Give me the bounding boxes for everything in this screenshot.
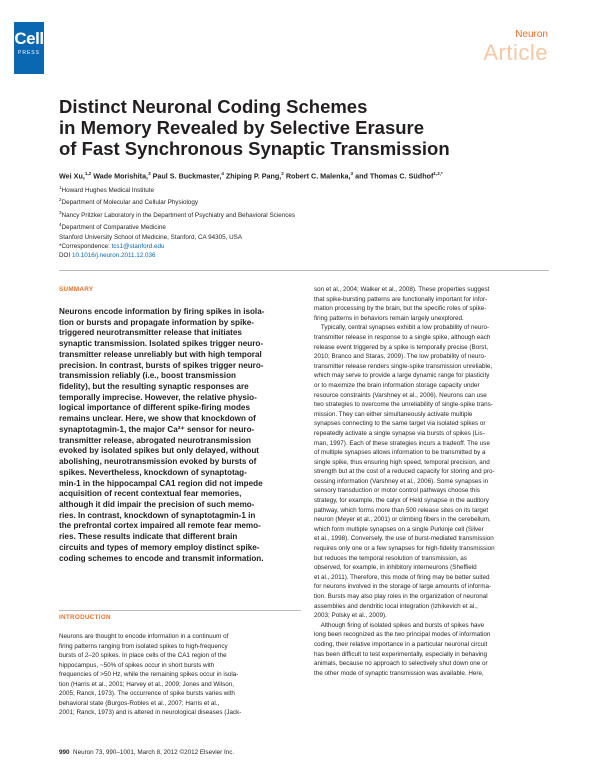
page-number: 990 [59, 749, 70, 756]
summary-line: min-1 in the hippocampal CA1 region did not impede [59, 478, 263, 488]
intro-line: firing patterns ranging from isolated spikes to high-frequency [59, 642, 228, 650]
doi-line: DOI 10.1016/j.neuron.2011.12.036 [59, 252, 156, 260]
author-affil-sup: 3 [148, 171, 151, 176]
page-footer [59, 749, 234, 756]
affiliation-line: $^1$Howard Hughes Medical Institute [59, 185, 154, 195]
logo-main-text: Cell [14, 29, 44, 48]
author-name: Wade Morishita, [91, 171, 149, 181]
intro-line: hippocampus, ~50% of spikes occur in short bursts with [59, 661, 215, 669]
summary-line: evoked by isolated spikes but only delayed, without [59, 446, 260, 456]
affiliations [59, 183, 295, 260]
intro-line: behavioral state (Burgos-Robles et al., 2007; Harris et al., [59, 699, 220, 707]
body-line: firing patterns in behaviors remain largely unexplored. [314, 314, 464, 322]
author-name: and Thomas C. Südhof [353, 171, 434, 181]
body-line: coding, their relative importance in a particular neuronal circuit [314, 640, 488, 648]
article-type: Article [483, 40, 548, 65]
body-line: strategy, for example, the calyx of Held synapse in the auditory [314, 497, 489, 505]
affiliation-line: $^2$Department of Molecular and Cellular Physiology [59, 197, 199, 207]
body-line: requires only one or a few synapses for high-fidelity transmission [314, 545, 495, 553]
intro-line: frequencies of >50 Hz, while the remaining spikes occur in isola- [59, 671, 239, 679]
body-line: of multiple synapses allows information to be transmitted by a [314, 449, 486, 457]
body-line: sensory transduction or motor control pathways choose this [314, 487, 480, 495]
journal-citation: Neuron 73, 990–1001, March 8, 2012 ©2012 Elsevier Inc. [73, 749, 235, 756]
body-line: assemblies and dendritic local integration (Izhikevich et al., [314, 602, 478, 610]
body-line: repeatedly activate a single synapse via bursts of spikes (Lis- [314, 429, 485, 437]
right-column-text [314, 285, 550, 678]
body-line: son et al., 2004; Walker et al., 2008). These properties suggest [314, 286, 490, 293]
body-line: which may serve to provide a large dynamic range for plasticity [314, 372, 490, 380]
intro-line: tion (Harris et al., 2001; Harvey et al., 2009; Jones and Wilson, [59, 680, 235, 688]
body-line: animals, because no approach to selectively shut down one or [314, 660, 488, 668]
summary-line: precision. In contrast, bursts of spikes trigger neuro- [59, 360, 264, 370]
summary-line: ries. In contrast, knockdown of synaptotagmin-1 in [59, 510, 256, 520]
summary-line: spikes. Nevertheless, knockdown of synaptotag- [59, 467, 247, 477]
body-line: et al., 2011). Therefore, this mode of firing may be better suited [314, 573, 490, 581]
author-affil-sup: 2 [281, 171, 284, 176]
cell-press-logo [14, 22, 44, 74]
body-line: the other mode of synaptic transmission was available. Here, [314, 669, 484, 677]
summary-line: fidelity), but the resulting synaptic responses are [59, 382, 249, 392]
summary-line: remains unclear. Here, we show that knockdown of [59, 414, 256, 424]
body-line: transmitter release renders single-spike transmission unreliable, [314, 362, 493, 370]
author-name: Zhiping P. Pang, [223, 171, 282, 181]
body-line: that spike-bursting patterns are functionally important for infor- [314, 295, 488, 303]
body-line: resource constraints (Varshney et al., 2006). Neurons can use [314, 391, 487, 399]
title-line: of Fast Synchronous Synaptic Transmission [59, 138, 450, 159]
summary-line: tion or bursts and propagate information by spike- [59, 317, 255, 327]
logo-sub-text: PRESS [18, 50, 40, 56]
intro-line: 2001; Ranck, 1973) and is altered in neurological diseases (Jack- [59, 709, 242, 717]
body-line: 2010; Branco and Staras, 2009). The low probability of neuro- [314, 353, 487, 361]
summary-line: acquisition of recent contextual fear memories, [59, 489, 242, 499]
summary-line: logical importance of different spike-firing modes [59, 403, 250, 413]
summary-line: temporally imprecise. However, the relative physio- [59, 392, 257, 402]
body-line: synapses connecting to the same target via isolated spikes or [314, 420, 486, 428]
summary-line: abolishing, neurotransmission evoked by bursts of [59, 457, 257, 467]
body-line: pathway, which forms more than 500 release sites on its target [314, 506, 489, 514]
introduction-text [59, 632, 301, 718]
body-line: mation processing by the brain, but the specific roles of spike- [314, 305, 487, 313]
body-line: man, 1997). Each of these strategies incurs a tradeoff. The use [314, 439, 490, 447]
summary-text [59, 307, 301, 564]
author-affil-sup: 1,2 [84, 171, 92, 176]
intro-line: 2005; Ranck, 1973). The occurrence of spike bursts varies with [59, 690, 235, 698]
body-line: observed, for example, in inhibitory interneurons (Sheffield [314, 564, 477, 572]
summary-line: coding schemes to encode and transmit information. [59, 553, 264, 563]
email-link[interactable]: tcs1@stanford.edu [111, 242, 165, 250]
doi-link[interactable]: 10.1016/j.neuron.2011.12.036 [71, 252, 156, 260]
author-name: Wei Xu, [59, 171, 85, 181]
paper-title [59, 96, 499, 159]
summary-line: circuits and types of memory employ distinct spike- [59, 542, 260, 552]
summary-line: ries. These results indicate that different brain [59, 532, 238, 542]
body-line: but reduces the temporal resolution of transmission, as [314, 554, 467, 562]
correspondence-line: *Correspondence: tcs1@stanford.edu [59, 242, 165, 250]
journal-name: Neuron [515, 29, 548, 40]
body-line: has been difficult to test experimentally, especially in behaving [314, 650, 488, 658]
summary-line: triggered neurotransmitter release that initiates [59, 328, 242, 338]
affiliation-line: Stanford University School of Medicine, Stanford, CA 94305, USA [59, 233, 243, 241]
body-line: tion. Bursts may also play roles in the organization of neuronal [314, 593, 488, 600]
body-line: transmitter release in response to a single spike, although each [314, 333, 491, 341]
body-line: single spike, thus ensuring high speed, temporal precision, and [314, 458, 490, 466]
summary-line: transmitter release, abrogated neurotransmission [59, 435, 251, 445]
body-line: Although firing of isolated spikes and bursts of spikes have [314, 621, 485, 629]
author-name: Robert C. Malenka, [283, 171, 351, 181]
title-line: in Memory Revealed by Selective Erasure [59, 117, 425, 138]
intro-line: bursts of 2–20 spikes. In place cells of the CA1 region of the [59, 652, 227, 660]
affiliation-line: $^3$Nancy Pritzker Laboratory in the Department of Psychiatry and Behavioral Sciences [59, 209, 296, 219]
body-line: 2003; Polsky et al., 2009). [314, 612, 387, 620]
summary-line: the prefrontal cortex impaired all remote fear memo- [59, 521, 261, 531]
body-line: long been recognized as the two principal modes of information [314, 631, 491, 639]
affiliation-line: $^4$Department of Comparative Medicine [59, 222, 166, 232]
intro-line: Neurons are thought to encode information in a continuum of [59, 633, 229, 640]
author-name: Paul S. Buckmaster, [150, 171, 222, 181]
body-line: which form multiple synapses on a single Purkinje cell (Silver [314, 525, 484, 533]
summary-line: Neurons encode information by firing spikes in isola- [59, 307, 265, 316]
body-line: cessing information (Varshney et al., 2006). Some synapses in [314, 477, 489, 485]
intro-divider [59, 610, 301, 611]
body-line: et al., 1998). Conversely, the use of burst-mediated transmission [314, 535, 494, 543]
introduction-heading: INTRODUCTION [59, 614, 111, 621]
header-divider [59, 270, 549, 271]
summary-line: synaptic transmission. Isolated spikes trigger neuro- [59, 339, 264, 349]
summary-line: although it did impair the precision of such memo- [59, 499, 255, 509]
summary-line: synaptotagmin-1, the major Ca²⁺ sensor for neuro- [59, 424, 255, 434]
body-line: release event triggered by a spike is temporally precise (Borst, [314, 343, 488, 351]
body-line: for neurons involved in the storage of large amounts of informa- [314, 583, 492, 591]
body-line: mission. They can either simultaneously activate multiple [314, 410, 473, 418]
body-line: neuron (Meyer et al., 2001) or climbing fibers in the cerebellum, [314, 516, 491, 524]
summary-line: transmitter release unreliably but with high temporal [59, 349, 262, 359]
summary-heading: SUMMARY [59, 286, 94, 293]
body-line: Typically, central synapses exhibit a low probability of neuro- [314, 324, 490, 332]
author-affil-sup: 4 [221, 171, 224, 176]
author-affil-sup: 1,2,* [433, 171, 443, 176]
author-list [59, 171, 443, 180]
author-affil-sup: 3 [350, 171, 354, 176]
title-line: Distinct Neuronal Coding Schemes [59, 96, 368, 117]
summary-line: transmission reliably (i.e., boost transmission [59, 371, 236, 381]
body-line: strength but at the cost of a reduced capacity for storing and pro- [314, 468, 495, 476]
body-line: two strategies to overcome the unreliability of single-spike trans- [314, 401, 493, 409]
body-line: or to maximize the brain information storage capacity under [314, 381, 480, 389]
